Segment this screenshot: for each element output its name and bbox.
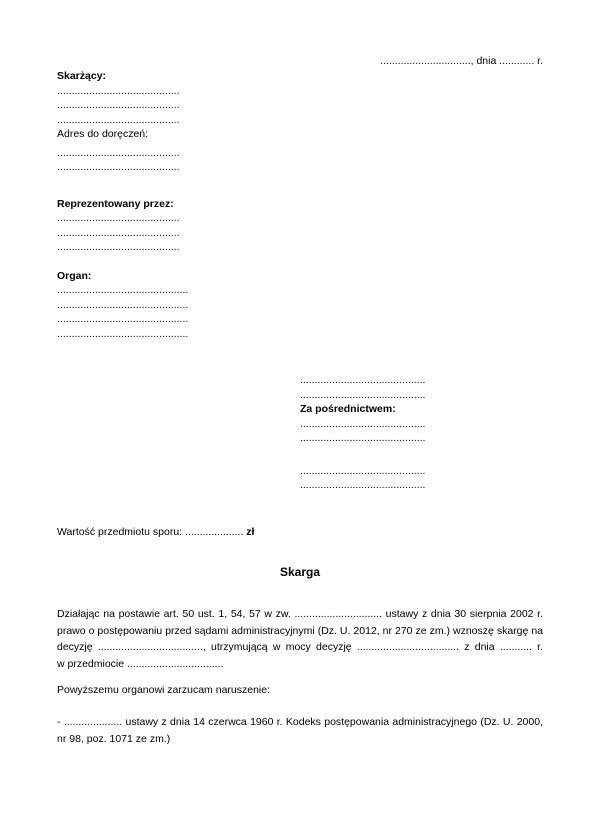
legal-basis-paragraph: [57, 606, 543, 672]
violation-item-paragraph: [57, 714, 543, 747]
currency-label: zł: [246, 526, 255, 538]
authority-blank-line: .............................................: [57, 298, 189, 311]
court-blank-line: ...........................................: [300, 388, 426, 401]
court-column: [300, 373, 530, 493]
via-blank-line: ...........................................: [300, 479, 426, 491]
date-line: ..............................., dnia ............ r.: [380, 55, 543, 67]
represented-by-blank-line: ..........................................: [57, 212, 180, 224]
plaintiff-blank-line: ..........................................: [57, 99, 180, 111]
plaintiff-blank-line: ..........................................: [57, 84, 180, 97]
represented-by-blank-line: ..........................................: [57, 226, 180, 239]
authority-blank-line: .............................................: [57, 284, 189, 296]
authority-label: Organ:: [57, 269, 92, 282]
delivery-address-label: Adres do doręczeń:: [57, 128, 149, 140]
paragraph-line: - .................... ustawy z dnia 14 czerwca 1960 r. Kodeks postępowania administracyjnego (Dz. U. 2000,: [57, 716, 543, 728]
paragraph-line: nr 98, poz. 1071 ze zm.): [57, 732, 171, 745]
via-blank-line: ...........................................: [300, 464, 426, 477]
court-blank-line: ...........................................: [300, 374, 426, 386]
document-title: Skarga: [279, 565, 321, 579]
plaintiff-blank-line: ..........................................: [57, 113, 180, 126]
represented-by-label: Reprezentowany przez:: [57, 197, 174, 210]
delivery-address-blank-line: ..........................................: [57, 146, 180, 159]
paragraph-line: Działając na postawie art. 50 ust. 1, 54, 57 w zw. .............................. ustawy z dnia 30 sierpnia 2002 r.: [57, 608, 543, 620]
claims-intro-paragraph: Powyższemu organowi zarzucam naruszenie:: [57, 684, 271, 696]
paragraph-line: prawo o postępowaniu przed sądami administracyjnymi (Dz. U. 2012, nr 270 ze zm.) wznoszę skargę na: [57, 624, 543, 637]
authority-blank-line: .............................................: [57, 313, 189, 325]
represented-by-blank-line: ..........................................: [57, 241, 180, 253]
paragraph-line: decyzję ...................................., utrzymującą w mocy decyzję ................................... z dnia ........... r.: [57, 641, 543, 654]
via-label: Za pośrednictwem:: [300, 403, 396, 415]
dispute-value-line: [57, 525, 254, 540]
dispute-value-label: Wartość przedmiotu sporu:: [57, 526, 183, 538]
dispute-value-blank: ....................: [185, 526, 244, 538]
via-blank-line: ...........................................: [300, 432, 426, 444]
via-blank-line: ...........................................: [300, 417, 426, 430]
delivery-address-blank-line: ..........................................: [57, 161, 180, 173]
parties-column: [57, 69, 287, 341]
plaintiff-label: Skarżący:: [57, 70, 107, 82]
paragraph-line: w przedmiocie .................................: [57, 657, 224, 670]
authority-blank-line: .............................................: [57, 327, 189, 340]
